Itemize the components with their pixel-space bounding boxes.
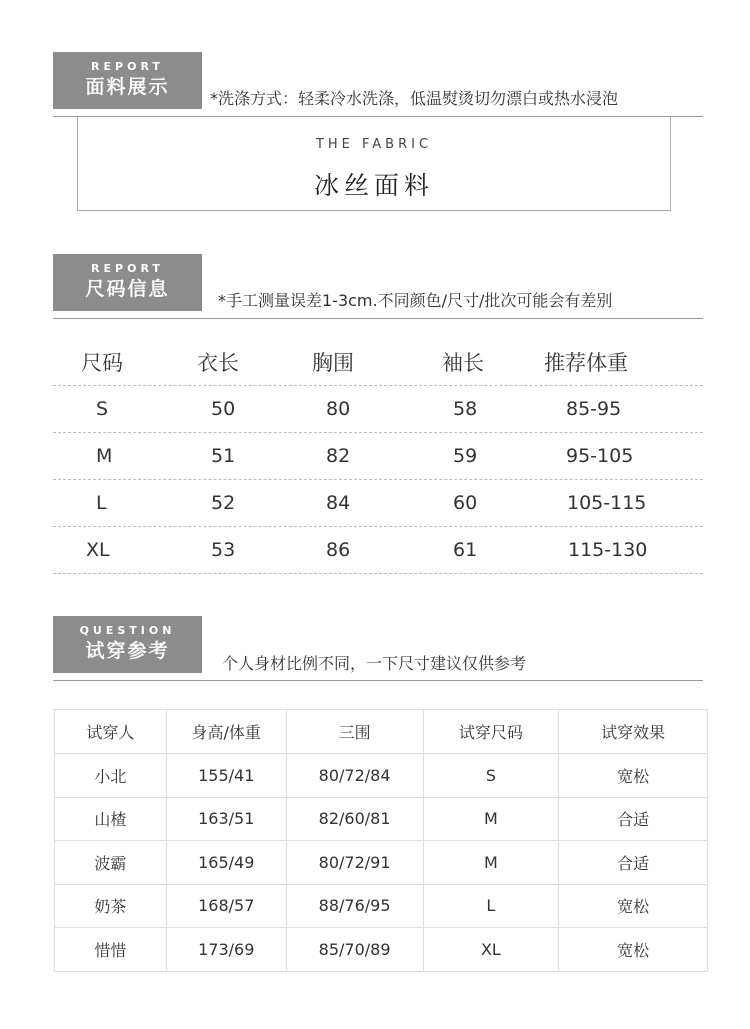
tryon-header-person: 试穿人 xyxy=(55,710,167,754)
length-cell: 50 xyxy=(211,398,236,420)
weight-cell: 105-115 xyxy=(567,492,647,514)
fabric-tag-zh: 面料展示 xyxy=(85,76,170,98)
size-cell: L xyxy=(423,884,559,928)
size-table xyxy=(53,340,703,574)
tryon-header-height-weight: 身高/体重 xyxy=(166,710,286,754)
measurements-cell: 85/70/89 xyxy=(286,928,423,972)
sleeve-cell: 58 xyxy=(453,398,478,420)
measurements-cell: 88/76/95 xyxy=(286,884,423,928)
size-cell: M xyxy=(96,445,113,467)
size-header-weight: 推荐体重 xyxy=(544,351,628,375)
chest-cell: 82 xyxy=(326,445,351,467)
height-weight-cell: 165/49 xyxy=(166,841,286,885)
sleeve-cell: 60 xyxy=(453,492,478,514)
fabric-box xyxy=(77,117,671,211)
tryon-section-tag xyxy=(53,616,202,673)
fabric-title-zh: 冰丝面料 xyxy=(313,171,434,200)
size-cell: L xyxy=(96,492,107,514)
size-cell: M xyxy=(423,841,559,885)
height-weight-cell: 173/69 xyxy=(166,928,286,972)
measurements-cell: 80/72/91 xyxy=(286,841,423,885)
size-note: *手工测量误差1-3cm.不同颜色/尺寸/批次可能会有差别 xyxy=(218,291,613,310)
person-cell: 小北 xyxy=(55,754,167,798)
weight-cell: 85-95 xyxy=(566,398,622,420)
height-weight-cell: 168/57 xyxy=(166,884,286,928)
weight-cell: 115-130 xyxy=(568,539,648,561)
size-cell: S xyxy=(96,398,109,420)
fit-cell: 合适 xyxy=(559,797,708,841)
tryon-header-measurements: 三围 xyxy=(286,710,423,754)
tryon-header-size: 试穿尺码 xyxy=(423,710,559,754)
person-cell: 奶茶 xyxy=(55,884,167,928)
size-row xyxy=(53,433,703,480)
measurements-cell: 80/72/84 xyxy=(286,754,423,798)
fit-cell: 宽松 xyxy=(559,884,708,928)
care-note: *洗涤方式：轻柔冷水洗涤，低温熨烫切勿漂白或热水浸泡 xyxy=(210,89,619,108)
size-row xyxy=(53,480,703,527)
size-cell: M xyxy=(423,797,559,841)
height-weight-cell: 163/51 xyxy=(166,797,286,841)
size-table-header xyxy=(53,340,703,386)
measurements-cell: 82/60/81 xyxy=(286,797,423,841)
length-cell: 52 xyxy=(211,492,236,514)
size-cell: S xyxy=(423,754,559,798)
tryon-note: 个人身材比例不同，一下尺寸建议仅供参考 xyxy=(222,654,527,673)
tryon-tag-zh: 试穿参考 xyxy=(85,640,170,662)
size-tag-zh: 尺码信息 xyxy=(85,278,170,300)
table-row xyxy=(55,841,708,885)
size-header-sleeve: 袖长 xyxy=(442,351,484,375)
sleeve-cell: 61 xyxy=(453,539,478,561)
size-divider xyxy=(53,318,703,319)
tryon-tag-en: QUESTION xyxy=(79,624,176,637)
table-row xyxy=(55,797,708,841)
size-cell: XL xyxy=(423,928,559,972)
fit-cell: 宽松 xyxy=(559,754,708,798)
person-cell: 山楂 xyxy=(55,797,167,841)
chest-cell: 86 xyxy=(326,539,351,561)
fit-cell: 合适 xyxy=(559,841,708,885)
size-section-tag xyxy=(53,254,202,311)
weight-cell: 95-105 xyxy=(566,445,634,467)
tryon-table-header xyxy=(55,710,708,754)
chest-cell: 84 xyxy=(326,492,351,514)
fabric-tag-en: REPORT xyxy=(91,60,164,73)
person-cell: 惜惜 xyxy=(55,928,167,972)
fabric-title-en: THE FABRIC xyxy=(315,137,433,152)
table-row xyxy=(55,928,708,972)
sleeve-cell: 59 xyxy=(453,445,478,467)
tryon-header-fit: 试穿效果 xyxy=(559,710,708,754)
size-row xyxy=(53,527,703,574)
size-header-length: 衣长 xyxy=(197,351,239,375)
height-weight-cell: 155/41 xyxy=(166,754,286,798)
tryon-divider xyxy=(53,680,703,681)
size-row xyxy=(53,386,703,433)
length-cell: 53 xyxy=(211,539,236,561)
table-row xyxy=(55,884,708,928)
fabric-section-tag xyxy=(53,52,202,109)
length-cell: 51 xyxy=(211,445,236,467)
size-header-chest: 胸围 xyxy=(312,351,354,375)
person-cell: 波霸 xyxy=(55,841,167,885)
fit-cell: 宽松 xyxy=(559,928,708,972)
table-row xyxy=(55,754,708,798)
chest-cell: 80 xyxy=(326,398,351,420)
size-cell: XL xyxy=(86,539,110,561)
size-header-size: 尺码 xyxy=(81,351,123,375)
tryon-table xyxy=(54,709,708,972)
size-tag-en: REPORT xyxy=(91,262,164,275)
